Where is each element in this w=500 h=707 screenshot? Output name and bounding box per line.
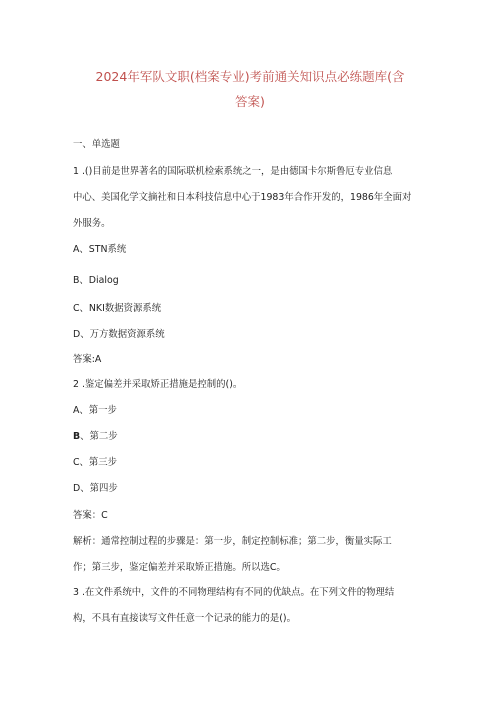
document-title-line2: 答案) (235, 94, 265, 109)
option-b-text: 、第二步 (80, 431, 118, 442)
question-2-answer: 答案：C (73, 510, 108, 521)
question-2-option-d: D、第四步 (73, 483, 118, 494)
question-1-option-d: D、万方数据资源系统 (73, 329, 165, 340)
section-heading: 一、单选题 (73, 139, 120, 150)
document-title-line1: 2024年军队文职(档案专业)考前通关知识点必练题库(含 (95, 69, 405, 84)
question-2-option-b (73, 430, 118, 444)
question-1-option-a: A、STN系统 (73, 244, 127, 255)
question-1-option-c: C、NKI数据资源系统 (73, 303, 162, 314)
question-2-option-a: A、第一步 (73, 405, 117, 416)
question-2-analysis-line1: 解析：通常控制过程的步骤是：第一步，制定控制标准；第二步，衡量实际工 (73, 536, 392, 547)
option-b-letter: B (73, 431, 81, 442)
question-1-line1: 1 .()目前是世界著名的国际联机检索系统之一，是由德国卡尔斯鲁厄专业信息 (73, 166, 393, 177)
question-1-line3: 外服务。 (73, 218, 111, 229)
question-1-line2: 中心、美国化学文摘社和日本科技信息中心于1983年合作开发的，1986年全面对 (73, 192, 412, 203)
question-1-option-b: B、Dialog (73, 275, 119, 286)
question-3-line2: 构，不具有直接读写文件任意一个记录的能力的是()。 (73, 613, 296, 624)
question-3-line1: 3 .在文件系统中，文件的不同物理结构有不同的优缺点。在下列文件的物理结 (73, 587, 395, 598)
question-2-analysis-line2: 作；第三步，鉴定偏差并采取矫正措施。所以选C。 (73, 562, 286, 573)
question-2-line1: 2 .鉴定偏差并采取矫正措施是控制的()。 (73, 379, 243, 390)
question-1-answer: 答案:A (73, 354, 102, 365)
question-2-option-c: C、第三步 (73, 457, 118, 468)
